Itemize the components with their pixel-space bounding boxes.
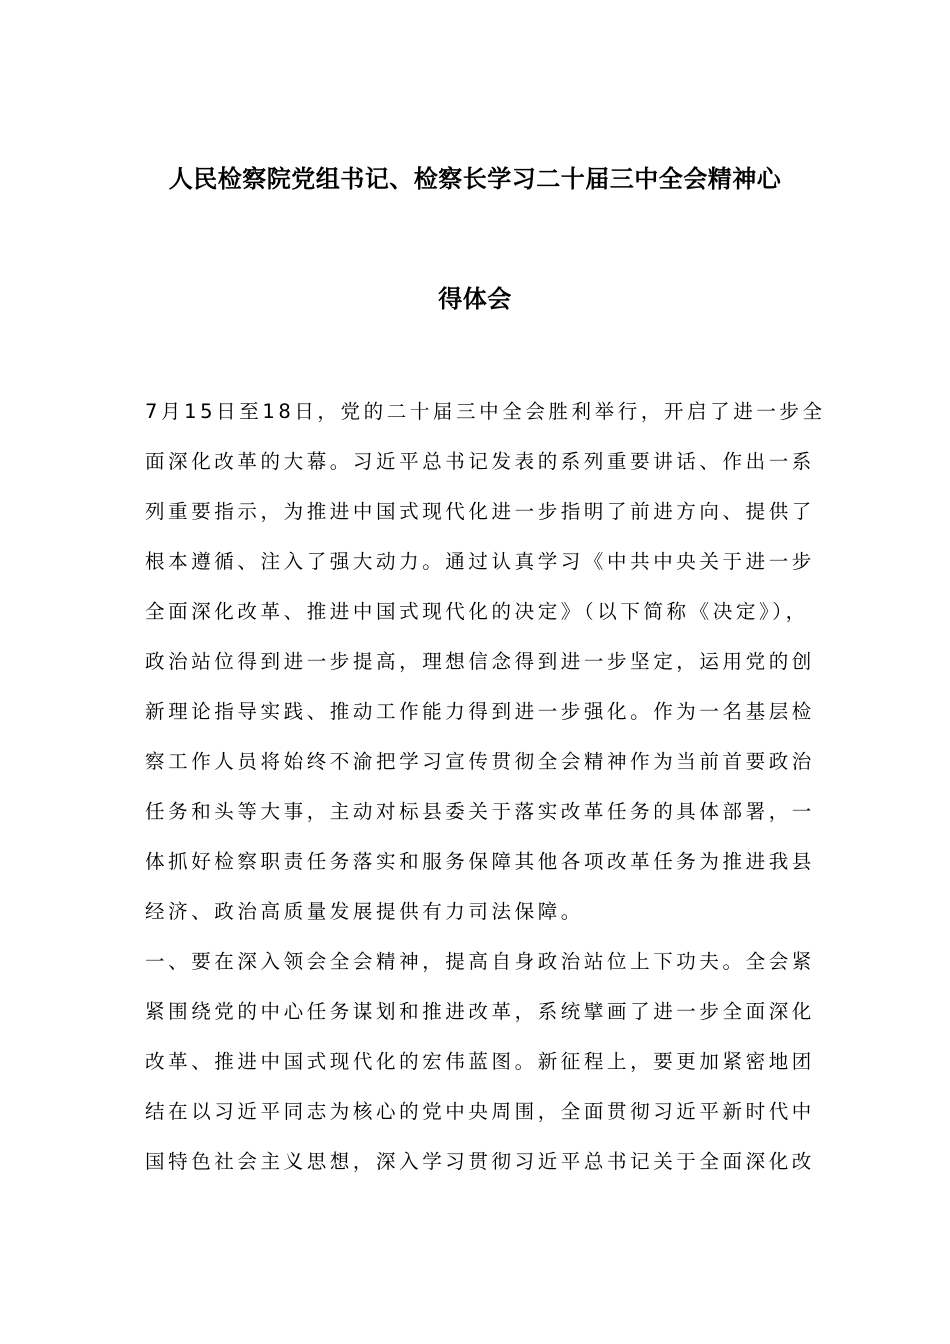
- body-line-15: 结在以习近平同志为核心的党中央周围，全面贯彻习近平新时代中: [145, 1100, 815, 1123]
- body-line-12: 一、要在深入领会全会精神，提高自身政治站位上下功夫。全会紧: [145, 950, 815, 973]
- body-line-14: 改革、推进中国式现代化的宏伟蓝图。新征程上，要更加紧密地团: [145, 1050, 815, 1073]
- body-line-9: 任务和头等大事，主动对标县委关于落实改革任务的具体部署，一: [145, 800, 815, 823]
- body-line-3: 列重要指示，为推进中国式现代化进一步指明了前进方向、提供了: [145, 500, 815, 523]
- body-line-6: 政治站位得到进一步提高，理想信念得到进一步坚定，运用党的创: [145, 650, 815, 673]
- body-line-8: 察工作人员将始终不渝把学习宣传贯彻全会精神作为当前首要政治: [145, 750, 815, 773]
- body-line-13: 紧围绕党的中心任务谋划和推进改革，系统擘画了进一步全面深化: [145, 1000, 815, 1023]
- document-title-line-2: 得体会: [438, 285, 512, 313]
- body-line-11: 经济、政治高质量发展提供有力司法保障。: [145, 900, 584, 923]
- body-line-5: 全面深化改革、推进中国式现代化的决定》（以下简称《决定》），: [145, 600, 809, 623]
- body-line-16: 国特色社会主义思想，深入学习贯彻习近平总书记关于全面深化改: [145, 1150, 815, 1173]
- body-line-10: 体抓好检察职责任务落实和服务保障其他各项改革任务为推进我县: [145, 850, 815, 873]
- body-line-2: 面深化改革的大幕。习近平总书记发表的系列重要讲话、作出一系: [145, 450, 815, 473]
- body-line-7: 新理论指导实践、推动工作能力得到进一步强化。作为一名基层检: [145, 700, 815, 723]
- body-line-4: 根本遵循、注入了强大动力。通过认真学习《中共中央关于进一步: [145, 550, 815, 573]
- body-line-1: 7月15日至18日，党的二十届三中全会胜利举行，开启了进一步全: [145, 400, 826, 423]
- document-title-line-1: 人民检察院党组书记、检察长学习二十届三中全会精神心: [168, 165, 782, 193]
